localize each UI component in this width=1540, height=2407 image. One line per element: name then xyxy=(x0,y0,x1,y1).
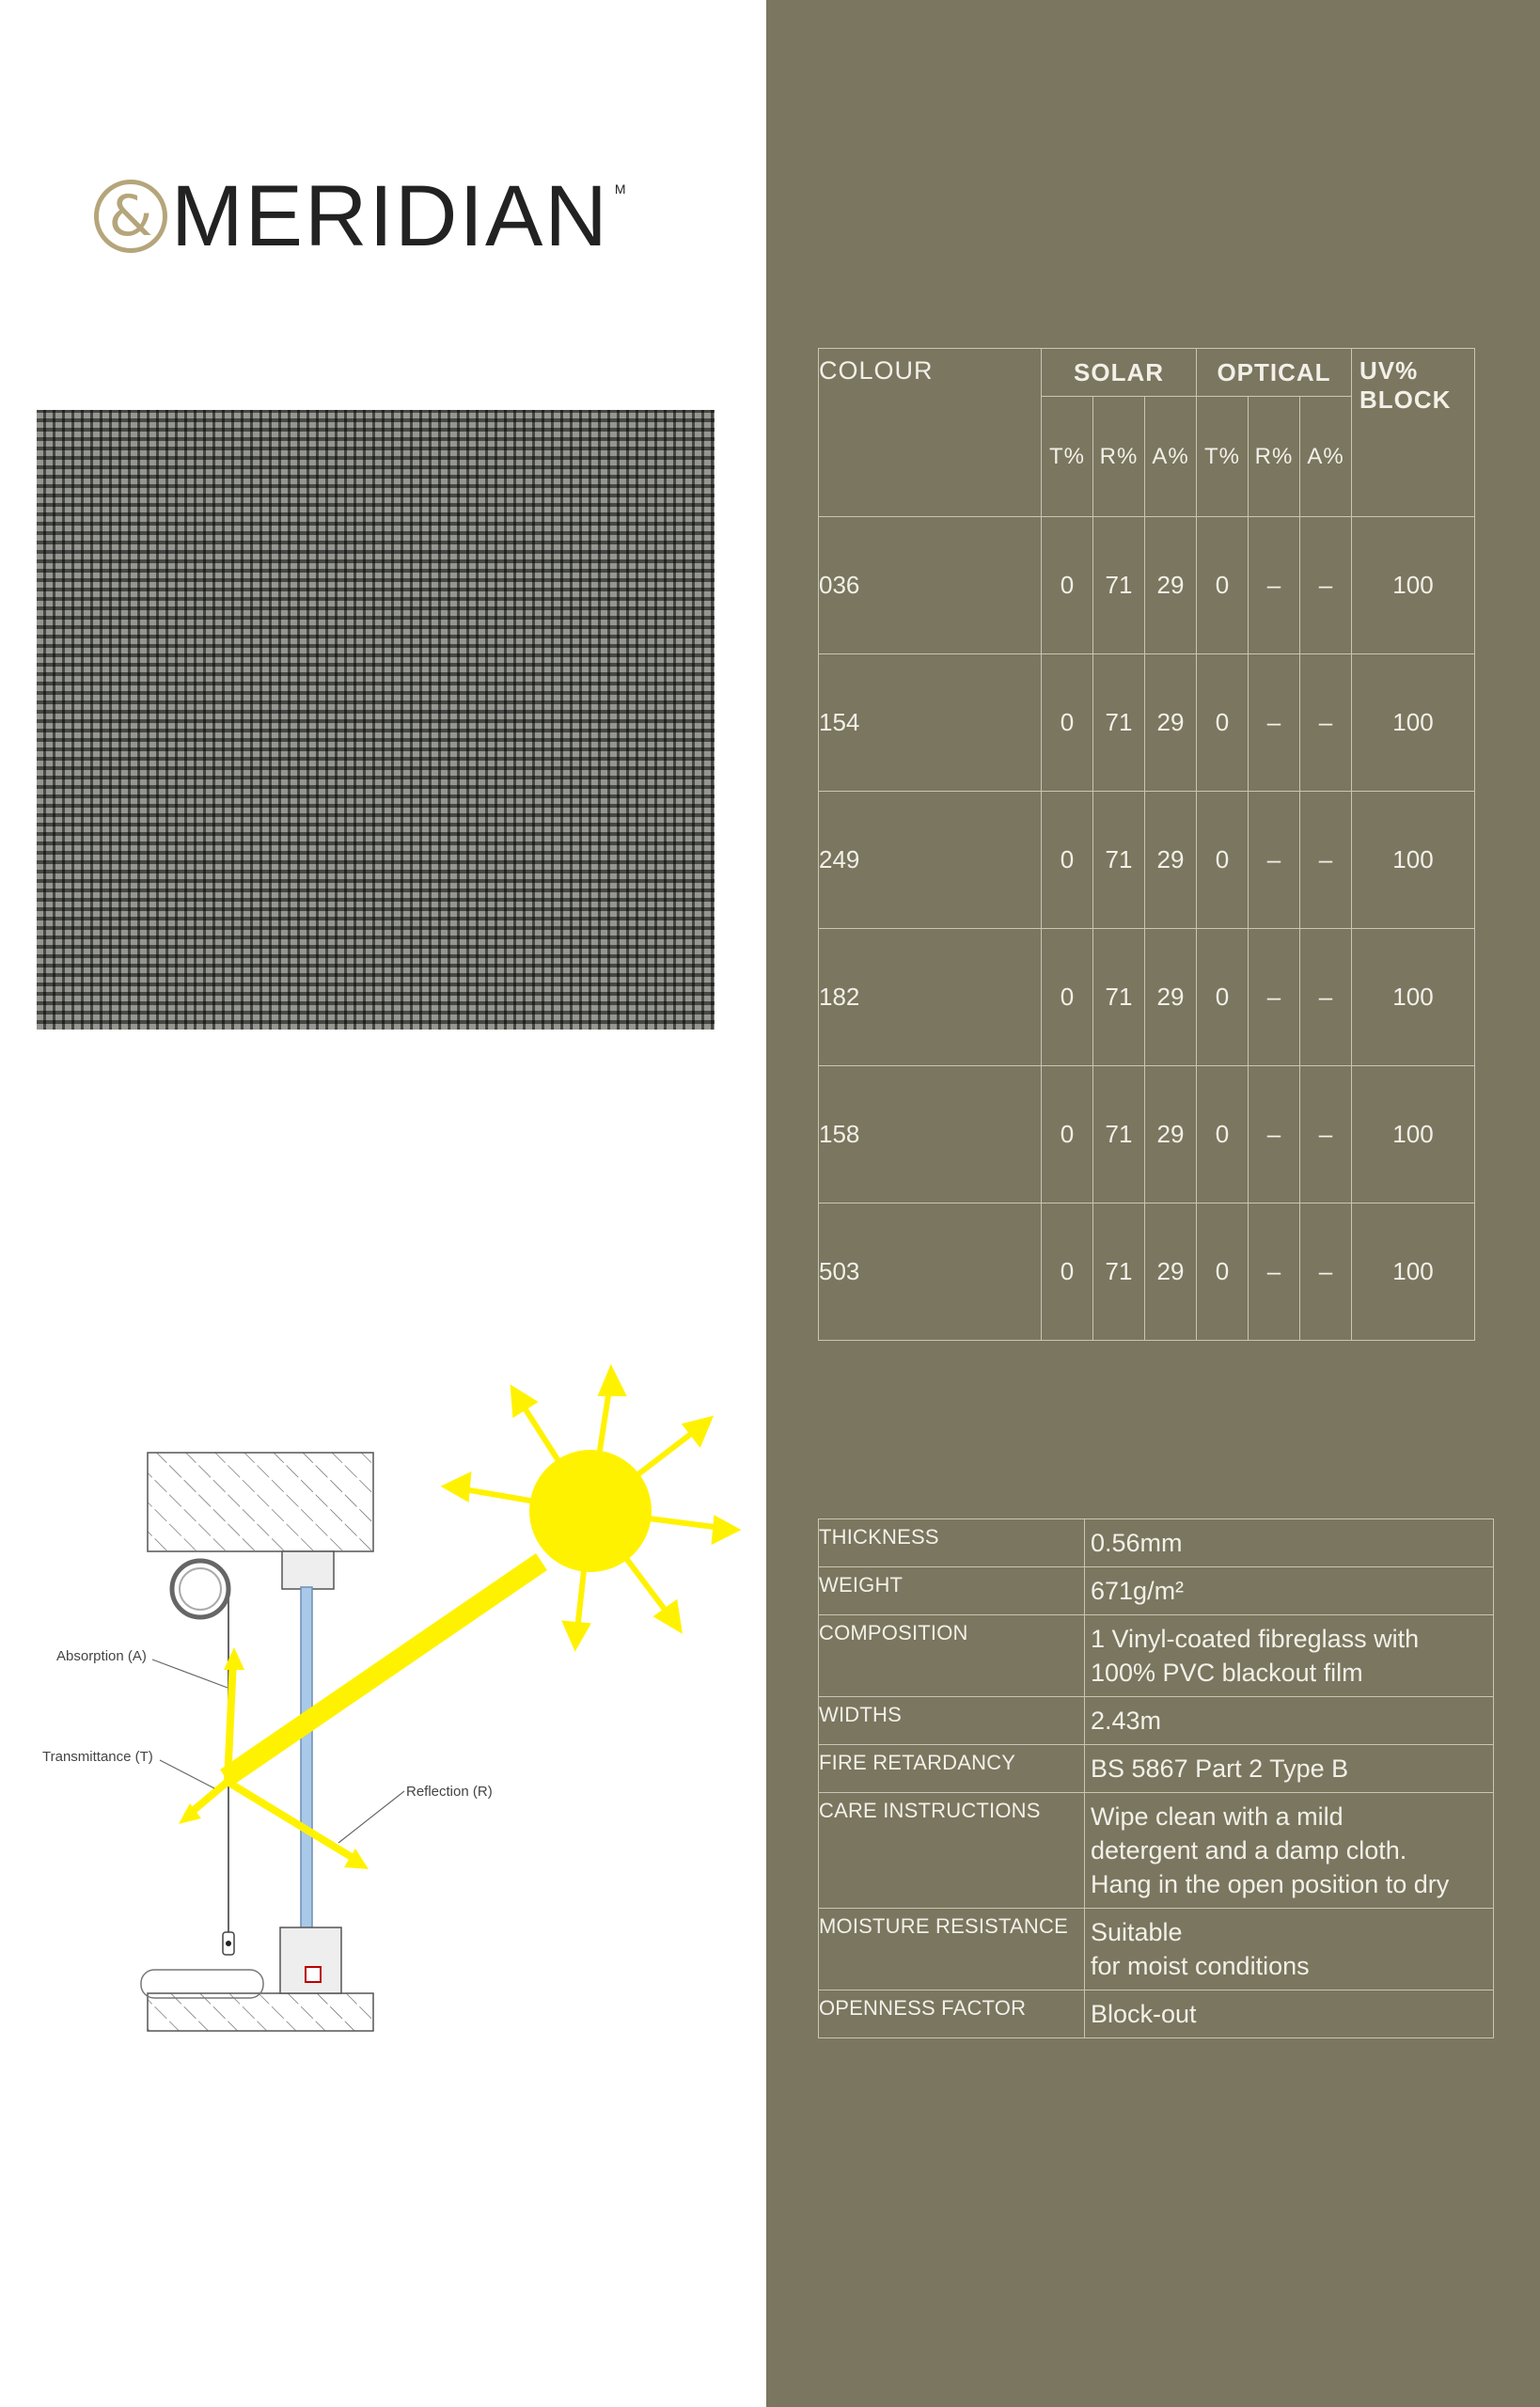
cell-optical-t: 0 xyxy=(1197,517,1249,654)
reflection-ray xyxy=(228,1782,359,1862)
spec-value: BS 5867 Part 2 Type B xyxy=(1085,1745,1494,1793)
optical-r-header: R% xyxy=(1249,397,1300,517)
fabric-swatch-image xyxy=(37,410,715,1030)
spec-label: MOISTURE RESISTANCE xyxy=(819,1909,1085,1990)
solar-group-header: SOLAR xyxy=(1042,349,1197,397)
cell-uv: 100 xyxy=(1352,517,1475,654)
cell-optical-r: – xyxy=(1249,792,1300,929)
cell-solar-a: 29 xyxy=(1145,792,1197,929)
left-panel xyxy=(0,0,766,2407)
cell-uv: 100 xyxy=(1352,1204,1475,1341)
cell-optical-a: – xyxy=(1300,792,1352,929)
spec-row xyxy=(819,1990,1494,2038)
cell-solar-a: 29 xyxy=(1145,654,1197,792)
cell-optical-a: – xyxy=(1300,1066,1352,1204)
spec-row xyxy=(819,1519,1494,1567)
optical-a-header: A% xyxy=(1300,397,1352,517)
cell-solar-a: 29 xyxy=(1145,517,1197,654)
window-frame-top xyxy=(282,1551,334,1589)
uv-block-header xyxy=(1352,349,1475,517)
spec-value: Block-out xyxy=(1085,1990,1494,2038)
optical-group-header: OPTICAL xyxy=(1197,349,1352,397)
bottom-sill-section xyxy=(148,1993,373,2031)
colour-column-header: COLOUR xyxy=(819,349,1042,517)
cell-solar-t: 0 xyxy=(1042,929,1093,1066)
incoming-light-ray xyxy=(220,1553,547,1786)
specification-table xyxy=(818,1518,1494,2038)
spec-label: THICKNESS xyxy=(819,1519,1085,1567)
cell-solar-r: 71 xyxy=(1093,1066,1145,1204)
brand-name: MERIDIAN xyxy=(171,168,609,264)
cell-solar-r: 71 xyxy=(1093,1204,1145,1341)
cell-solar-t: 0 xyxy=(1042,654,1093,792)
cell-colour: 503 xyxy=(819,1204,1042,1341)
spec-value: Suitable for moist conditions xyxy=(1085,1909,1494,1990)
spec-value: 0.56mm xyxy=(1085,1519,1494,1567)
ampersand-logo-mark: & xyxy=(94,180,167,253)
table-row xyxy=(819,517,1475,654)
cell-optical-t: 0 xyxy=(1197,1204,1249,1341)
uv-header-line1: UV% xyxy=(1359,356,1419,385)
cell-colour: 249 xyxy=(819,792,1042,929)
spec-row xyxy=(819,1793,1494,1909)
cell-solar-a: 29 xyxy=(1145,929,1197,1066)
cell-optical-a: – xyxy=(1300,929,1352,1066)
table-row xyxy=(819,1204,1475,1341)
cell-optical-r: – xyxy=(1249,1066,1300,1204)
cell-optical-r: – xyxy=(1249,929,1300,1066)
spec-label: CARE INSTRUCTIONS xyxy=(819,1793,1085,1909)
spec-value: 671g/m² xyxy=(1085,1567,1494,1615)
cell-uv: 100 xyxy=(1352,654,1475,792)
spec-label: FIRE RETARDANCY xyxy=(819,1745,1085,1793)
cell-optical-t: 0 xyxy=(1197,1066,1249,1204)
top-wall-section xyxy=(148,1453,373,1551)
table-row xyxy=(819,654,1475,792)
solar-optical-table xyxy=(818,348,1475,1341)
cell-colour: 154 xyxy=(819,654,1042,792)
cell-optical-a: – xyxy=(1300,517,1352,654)
spec-label: COMPOSITION xyxy=(819,1615,1085,1697)
solar-performance-diagram xyxy=(28,1354,743,2050)
optical-t-header: T% xyxy=(1197,397,1249,517)
cell-uv: 100 xyxy=(1352,792,1475,929)
cell-colour: 182 xyxy=(819,929,1042,1066)
diagram-illustration xyxy=(28,1354,743,2050)
cell-solar-r: 71 xyxy=(1093,517,1145,654)
cell-optical-a: – xyxy=(1300,654,1352,792)
spec-label: OPENNESS FACTOR xyxy=(819,1990,1085,2038)
cell-uv: 100 xyxy=(1352,1066,1475,1204)
cell-uv: 100 xyxy=(1352,929,1475,1066)
spec-value: Wipe clean with a mild detergent and a damp cloth. Hang in the open position to dry xyxy=(1085,1793,1494,1909)
cell-solar-t: 0 xyxy=(1042,792,1093,929)
cell-colour: 158 xyxy=(819,1066,1042,1204)
window-frame-bottom xyxy=(280,1927,341,1993)
spec-row xyxy=(819,1697,1494,1745)
spec-row xyxy=(819,1745,1494,1793)
window-glass xyxy=(301,1587,312,1930)
spec-row xyxy=(819,1567,1494,1615)
solar-a-header: A% xyxy=(1145,397,1197,517)
meridian-logo xyxy=(94,168,626,264)
cell-optical-r: – xyxy=(1249,517,1300,654)
cell-optical-r: – xyxy=(1249,654,1300,792)
solar-r-header: R% xyxy=(1093,397,1145,517)
absorption-label: Absorption (A) xyxy=(56,1648,147,1664)
spec-row xyxy=(819,1615,1494,1697)
cell-solar-t: 0 xyxy=(1042,517,1093,654)
cell-colour: 036 xyxy=(819,517,1042,654)
cell-optical-t: 0 xyxy=(1197,792,1249,929)
cell-solar-r: 71 xyxy=(1093,929,1145,1066)
spec-row xyxy=(819,1909,1494,1990)
cell-solar-a: 29 xyxy=(1145,1066,1197,1204)
reflection-label: Reflection (R) xyxy=(406,1784,493,1800)
table-row xyxy=(819,929,1475,1066)
cell-solar-r: 71 xyxy=(1093,792,1145,929)
table-row xyxy=(819,1066,1475,1204)
transmittance-label: Transmittance (T) xyxy=(42,1749,153,1765)
trademark-mark: M xyxy=(614,181,626,197)
cell-solar-t: 0 xyxy=(1042,1066,1093,1204)
uv-header-line2: BLOCK xyxy=(1359,385,1452,414)
spec-value: 1 Vinyl-coated fibreglass with 100% PVC blackout film xyxy=(1085,1615,1494,1697)
spec-label: WIDTHS xyxy=(819,1697,1085,1745)
cell-optical-r: – xyxy=(1249,1204,1300,1341)
cell-optical-t: 0 xyxy=(1197,929,1249,1066)
cell-optical-t: 0 xyxy=(1197,654,1249,792)
cell-solar-r: 71 xyxy=(1093,654,1145,792)
table-row xyxy=(819,792,1475,929)
spec-value: 2.43m xyxy=(1085,1697,1494,1745)
spec-label: WEIGHT xyxy=(819,1567,1085,1615)
cell-optical-a: – xyxy=(1300,1204,1352,1341)
cell-solar-a: 29 xyxy=(1145,1204,1197,1341)
cell-solar-t: 0 xyxy=(1042,1204,1093,1341)
solar-t-header: T% xyxy=(1042,397,1093,517)
